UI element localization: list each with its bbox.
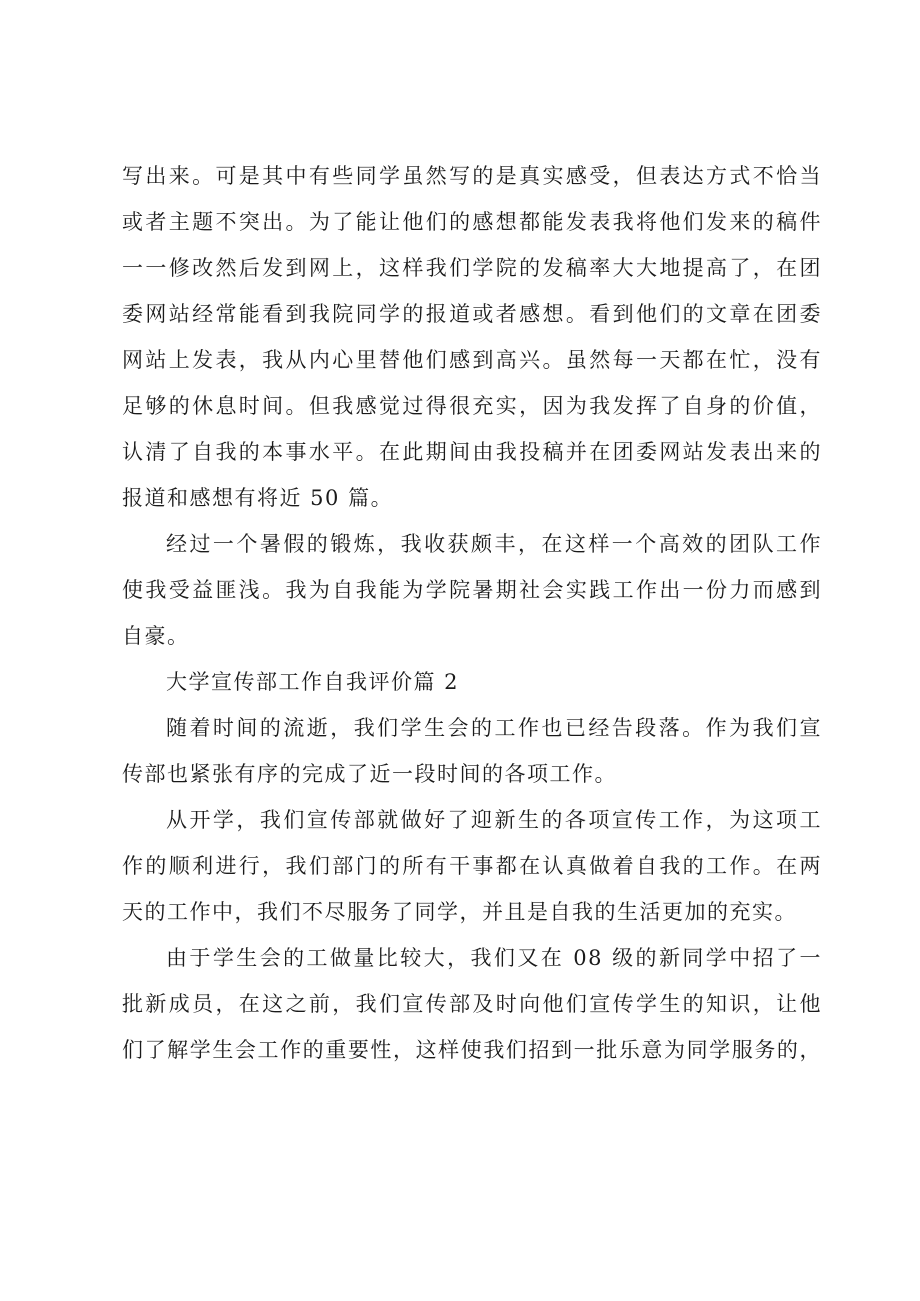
text-line: 批新成员，在这之前，我们宣传部及时向他们宣传学生的知识，让他	[122, 992, 822, 1016]
text-line: 们了解学生会工作的重要性，这样使我们招到一批乐意为同学服务的，	[122, 1038, 822, 1062]
text-line: 报道和感想有将近 50 篇。	[122, 486, 394, 510]
paragraph-continuation	[122, 153, 822, 521]
section-heading-text: 大学宣传部工作自我评价篇 2	[166, 670, 460, 694]
paragraph	[122, 521, 822, 659]
text-line: 天的工作中，我们不尽服务了同学，并且是自我的生活更加的充实。	[122, 900, 797, 924]
section-heading	[122, 659, 822, 705]
text-line: 认清了自我的本事水平。在此期间由我投稿并在团委网站发表出来的	[122, 440, 822, 464]
text-line: 一一修改然后发到网上，这样我们学院的发稿率大大地提高了，在团	[122, 256, 822, 280]
text-line: 传部也紧张有序的完成了近一段时间的各项工作。	[122, 762, 617, 786]
document-body	[122, 153, 822, 1073]
text-line: 经过一个暑假的锻炼，我收获颇丰，在这样一个高效的团队工作	[166, 532, 822, 556]
text-line: 使我受益匪浅。我为自我能为学院暑期社会实践工作出一份力而感到	[122, 578, 822, 602]
text-line: 由于学生会的工做量比较大，我们又在 08 级的新同学中招了一	[166, 946, 822, 970]
text-line: 作的顺利进行，我们部门的所有干事都在认真做着自我的工作。在两	[122, 854, 822, 878]
text-line: 随着时间的流逝，我们学生会的工作也已经告段落。作为我们宣	[166, 716, 822, 740]
text-line: 从开学，我们宣传部就做好了迎新生的各项宣传工作，为这项工	[166, 808, 822, 832]
text-line: 委网站经常能看到我院同学的报道或者感想。看到他们的文章在团委	[122, 302, 822, 326]
paragraph	[122, 935, 822, 1073]
text-line: 网站上发表，我从内心里替他们感到高兴。虽然每一天都在忙，没有	[122, 348, 822, 372]
text-line: 写出来。可是其中有些同学虽然写的是真实感受，但表达方式不恰当	[122, 164, 822, 188]
paragraph	[122, 705, 822, 797]
paragraph	[122, 797, 822, 935]
text-line: 自豪。	[122, 624, 190, 648]
text-line: 足够的休息时间。但我感觉过得很充实，因为我发挥了自身的价值，	[122, 394, 822, 418]
text-line: 或者主题不突出。为了能让他们的感想都能发表我将他们发来的稿件	[122, 210, 822, 234]
